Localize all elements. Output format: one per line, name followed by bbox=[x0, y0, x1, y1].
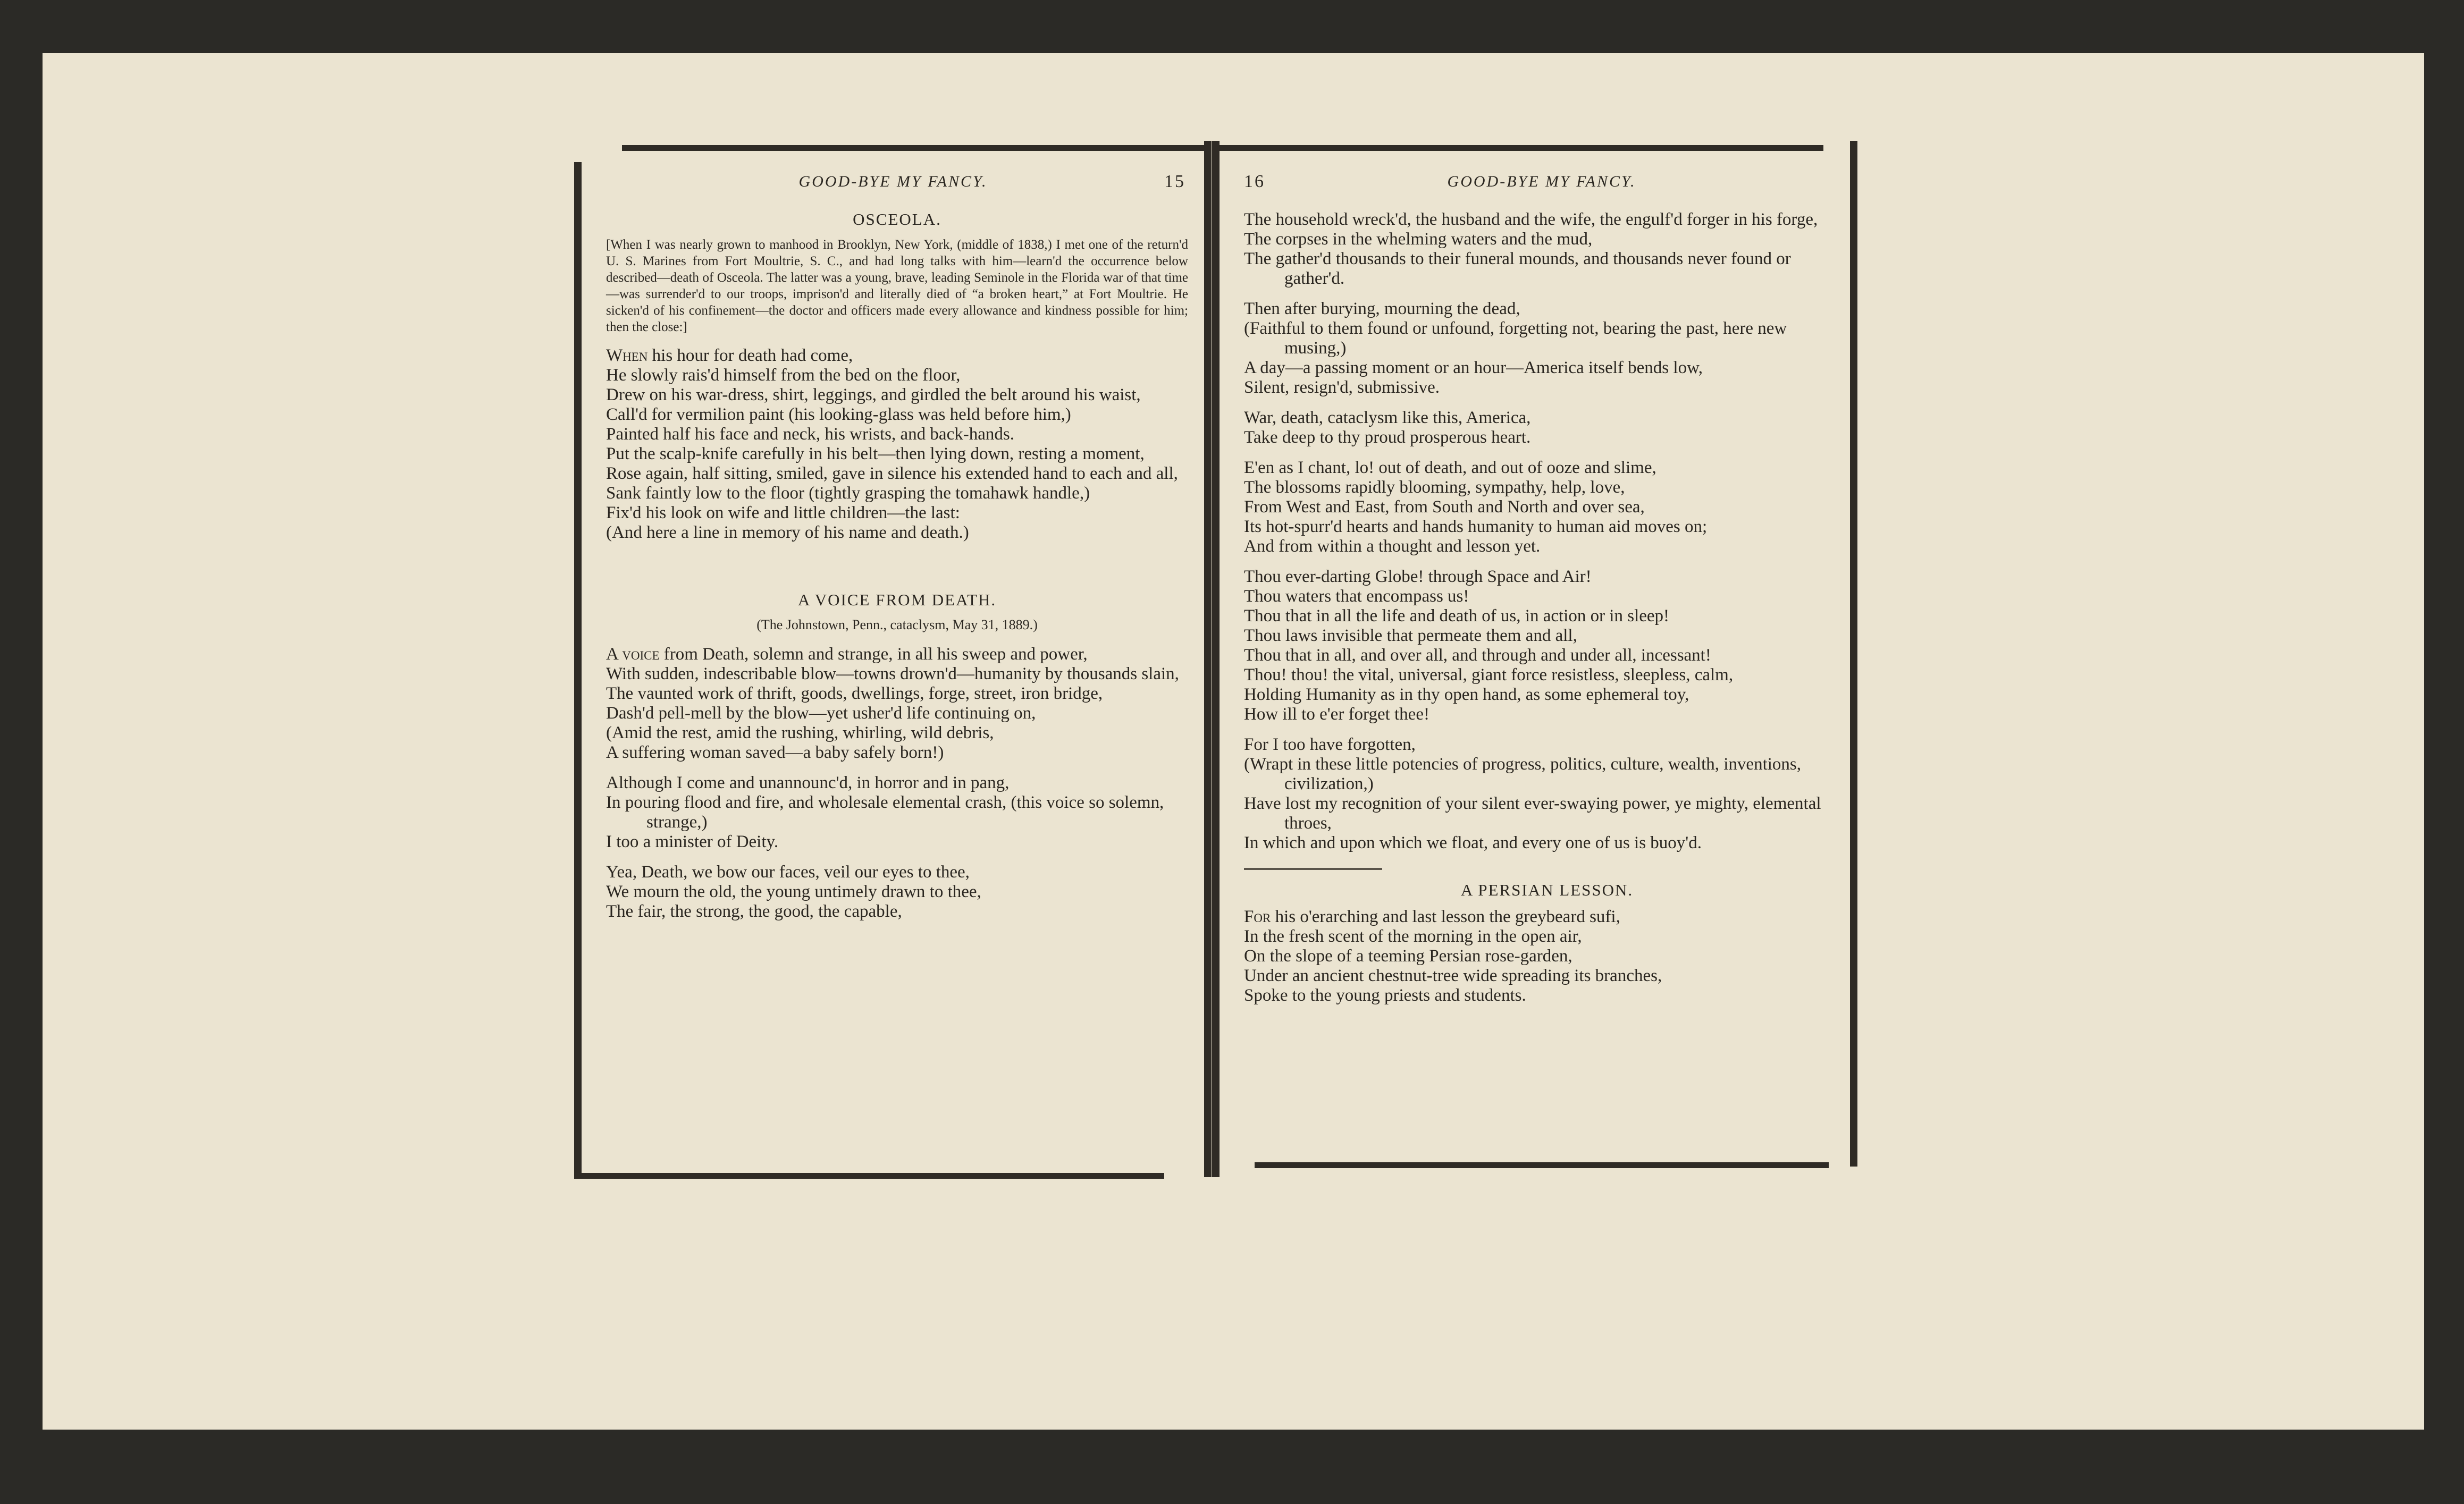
poem-title-persian-lesson: A PERSIAN LESSON. bbox=[1460, 881, 1634, 899]
poem-line: For his o'erarching and last lesson the greybeard sufi, bbox=[1244, 907, 1620, 926]
page-number: 15 bbox=[1164, 172, 1185, 191]
voice-stanza-8 bbox=[1244, 567, 1850, 724]
poem-line: With sudden, indescribable blow—towns drown'd—humanity by thousands slain, bbox=[606, 664, 1179, 683]
poem-line: We mourn the old, the young untimely drawn to thee, bbox=[606, 882, 981, 901]
voice-stanza-6 bbox=[1244, 408, 1850, 447]
voice-stanza-7 bbox=[1244, 458, 1850, 556]
poem-line: Have lost my recognition of your silent ever-swaying power, ye mighty, elemental throes, bbox=[1244, 794, 1821, 833]
drop-word: When bbox=[606, 346, 648, 365]
poem-line: Silent, resign'd, submissive. bbox=[1244, 378, 1440, 397]
poem-line: (Amid the rest, amid the rushing, whirling, wild debris, bbox=[606, 723, 994, 742]
poem-title-osceola: OSCEOLA. bbox=[853, 210, 941, 229]
poem-line: Thou laws invisible that permeate them and all, bbox=[1244, 626, 1577, 645]
top-rule bbox=[1212, 145, 1823, 151]
poem-line: Put the scalp-knife carefully in his belt—then lying down, resting a moment, bbox=[606, 444, 1145, 463]
poem-line: Thou waters that encompass us! bbox=[1244, 587, 1469, 606]
poem-line: In the fresh scent of the morning in the open air, bbox=[1244, 927, 1582, 946]
osceola-prefatory-note: [When I was nearly grown to manhood in Brooklyn, New York, (middle of 1838,) I met one of the return'd U. S. Marines from Fort Moultrie, S. C., and had long talks with him—learn'd the occurrence below described—death of Osceola. The latter was a young, brave, leading Seminole in the Florida war of that time—was surrender'd to our troops, imprison'd and literally died of “a broken heart,” at Fort Moultrie. He sicken'd of his confinement—the doctor and officers made every allowance and kindness possible for him; then the close:] bbox=[606, 238, 1188, 334]
poem-subtitle: (The Johnstown, Penn., cataclysm, May 31, 1889.) bbox=[756, 617, 1038, 632]
page-15-content bbox=[606, 210, 1188, 932]
voice-stanza-5 bbox=[1244, 299, 1850, 398]
poem-line: (And here a line in memory of his name and death.) bbox=[606, 523, 969, 542]
poem-line: Fix'd his look on wife and little children—the last: bbox=[606, 503, 960, 522]
page-15 bbox=[574, 141, 1212, 1182]
left-rule bbox=[574, 162, 582, 1178]
poem-line: Thou that in all the life and death of us, in action or in sleep! bbox=[1244, 606, 1670, 626]
top-rule bbox=[622, 145, 1207, 151]
poem-line: Then after burying, mourning the dead, bbox=[1244, 299, 1520, 318]
bottom-rule bbox=[574, 1173, 1164, 1179]
poem-line: Holding Humanity as in thy open hand, as some ephemeral toy, bbox=[1244, 685, 1689, 704]
poem-line: The vaunted work of thrift, goods, dwellings, forge, street, iron bridge, bbox=[606, 684, 1103, 703]
poem-line: In which and upon which we float, and every one of us is buoy'd. bbox=[1244, 833, 1702, 852]
poem-line: The corpses in the whelming waters and the mud, bbox=[1244, 230, 1593, 249]
section-gap bbox=[606, 553, 1188, 590]
poem-line: When his hour for death had come, bbox=[606, 346, 853, 365]
right-rule bbox=[1850, 141, 1857, 1167]
poem-line: The gather'd thousands to their funeral mounds, and thousands never found or gather'd. bbox=[1244, 249, 1791, 288]
gutter-rule bbox=[1204, 141, 1212, 1177]
poem-line: Thou! thou! the vital, universal, giant force resistless, sleepless, calm, bbox=[1244, 665, 1734, 685]
poem-line: A suffering woman saved—a baby safely born!) bbox=[606, 743, 944, 762]
page-number: 16 bbox=[1244, 172, 1265, 191]
section-ornament bbox=[1244, 868, 1382, 870]
drop-word: A voice bbox=[606, 645, 660, 664]
poem-line: Thou that in all, and over all, and through and under all, incessant! bbox=[1244, 646, 1711, 665]
running-head-title: GOOD-BYE MY FANCY. bbox=[1447, 173, 1636, 190]
poem-line: I too a minister of Deity. bbox=[606, 832, 779, 851]
poem-line: A voice from Death, solemn and strange, in all his sweep and power, bbox=[606, 645, 1088, 664]
poem-line: For I too have forgotten, bbox=[1244, 735, 1416, 754]
poem-line: Although I come and unannounc'd, in horror and in pang, bbox=[606, 773, 1010, 792]
poem-line: In pouring flood and fire, and wholesale elemental crash, (this voice so solemn, strange,) bbox=[606, 793, 1164, 832]
poem-line: Painted half his face and neck, his wrists, and back-hands. bbox=[606, 425, 1014, 444]
poem-line: Dash'd pell-mell by the blow—yet usher'd life continuing on, bbox=[606, 704, 1036, 723]
running-head-title: GOOD-BYE MY FANCY. bbox=[798, 173, 988, 190]
drop-word: For bbox=[1244, 907, 1271, 926]
poem-line: Under an ancient chestnut-tree wide spreading its branches, bbox=[1244, 966, 1662, 985]
voice-stanza-4 bbox=[1244, 210, 1850, 289]
poem-line: (Wrapt in these little potencies of progress, politics, culture, wealth, inventions, civilization,) bbox=[1244, 755, 1801, 793]
osceola-stanza bbox=[606, 346, 1188, 543]
page-16-content bbox=[1244, 210, 1850, 1016]
poem-line: Call'd for vermilion paint (his looking-glass was held before him,) bbox=[606, 405, 1071, 424]
bottom-rule bbox=[1255, 1162, 1829, 1168]
poem-line: The blossoms rapidly blooming, sympathy, help, love, bbox=[1244, 478, 1625, 497]
poem-line: E'en as I chant, lo! out of death, and out of ooze and slime, bbox=[1244, 458, 1656, 477]
gutter-rule bbox=[1212, 141, 1220, 1177]
poem-line: The household wreck'd, the husband and the wife, the engulf'd forger in his forge, bbox=[1244, 210, 1818, 229]
poem-line: Rose again, half sitting, smiled, gave in silence his extended hand to each and all, bbox=[606, 464, 1178, 483]
poem-line: He slowly rais'd himself from the bed on the floor, bbox=[606, 366, 961, 385]
poem-line: Take deep to thy proud prosperous heart. bbox=[1244, 428, 1531, 447]
poem-line: Sank faintly low to the floor (tightly grasping the tomahawk handle,) bbox=[606, 484, 1090, 503]
voice-stanza-2 bbox=[606, 773, 1188, 852]
voice-stanza-1 bbox=[606, 645, 1188, 763]
poem-line: Thou ever-darting Globe! through Space and Air! bbox=[1244, 567, 1592, 586]
voice-stanza-9 bbox=[1244, 735, 1850, 853]
poem-line: And from within a thought and lesson yet. bbox=[1244, 537, 1541, 556]
poem-line: On the slope of a teeming Persian rose-garden, bbox=[1244, 947, 1572, 966]
poem-line: Yea, Death, we bow our faces, veil our eyes to thee, bbox=[606, 863, 970, 882]
poem-line: The fair, the strong, the good, the capable, bbox=[606, 902, 902, 921]
poem-line: Spoke to the young priests and students. bbox=[1244, 986, 1526, 1005]
voice-stanza-3 bbox=[606, 863, 1188, 922]
poem-title-voice-from-death: A VOICE FROM DEATH. bbox=[797, 590, 997, 609]
page-16 bbox=[1212, 141, 1871, 1182]
poem-line: A day—a passing moment or an hour—America itself bends low, bbox=[1244, 358, 1703, 377]
poem-line: (Faithful to them found or unfound, forgetting not, bearing the past, here new musing,) bbox=[1244, 319, 1787, 358]
poem-line: From West and East, from South and North and over sea, bbox=[1244, 497, 1645, 517]
poem-line: War, death, cataclysm like this, America, bbox=[1244, 408, 1531, 427]
poem-line: How ill to e'er forget thee! bbox=[1244, 705, 1429, 724]
poem-line: Its hot-spurr'd hearts and hands humanity to human aid moves on; bbox=[1244, 517, 1708, 536]
persian-stanza bbox=[1244, 907, 1850, 1006]
poem-line: Drew on his war-dress, shirt, leggings, and girdled the belt around his waist, bbox=[606, 385, 1141, 404]
